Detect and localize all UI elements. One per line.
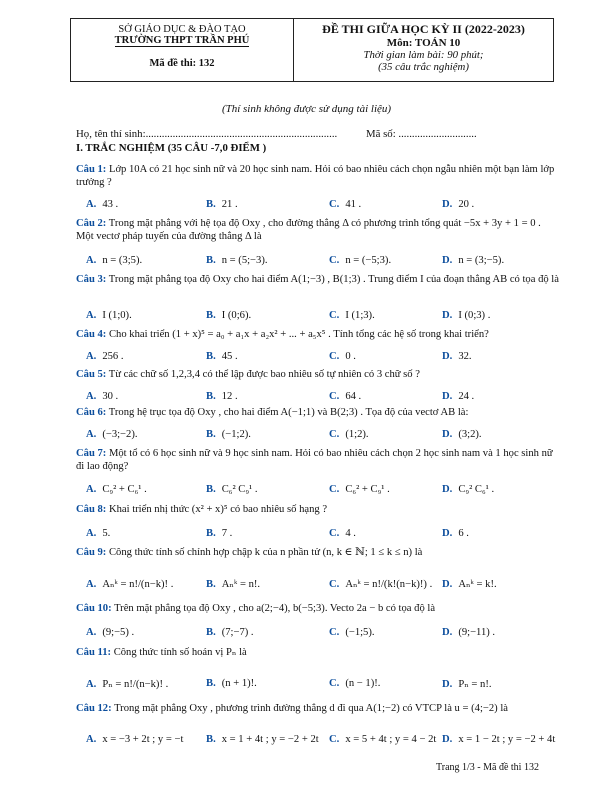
header-right	[294, 19, 553, 81]
option-text: (3;2).	[458, 429, 482, 440]
option-letter: D.	[442, 484, 453, 495]
option-letter: C.	[329, 678, 340, 689]
answer-options	[86, 528, 556, 542]
option-letter: B.	[206, 484, 216, 495]
option-a[interactable]	[86, 678, 168, 690]
option-letter: A.	[86, 255, 97, 266]
option-text: 32.	[458, 351, 472, 362]
answer-options	[86, 734, 556, 748]
option-letter: A.	[86, 528, 97, 539]
option-b[interactable]	[206, 627, 254, 638]
question-4	[76, 328, 560, 341]
option-letter: C.	[329, 429, 340, 440]
answer-options	[86, 484, 556, 498]
option-text: 7 .	[221, 528, 233, 539]
answer-options	[86, 310, 556, 324]
option-d[interactable]	[442, 484, 494, 495]
question-3	[76, 273, 560, 286]
page-footer: Trang 1/3 - Mã đề thi 132	[436, 762, 539, 773]
question-count: (35 câu trắc nghiệm)	[378, 61, 469, 73]
option-text: n = (5;−3).	[221, 255, 268, 266]
option-b[interactable]	[206, 734, 319, 745]
option-text: 5.	[102, 528, 111, 539]
question-text: Công thức tính số chỉnh hợp chập k của n phần tử (n, k ∈ ℕ; 1 ≤ k ≤ n) là	[108, 547, 423, 558]
option-a[interactable]	[86, 734, 183, 745]
option-text: I (1;3).	[345, 310, 375, 321]
question-text: Khai triển nhị thức (x² + x)⁵ có bao nhiêu số hạng ?	[108, 504, 328, 515]
option-d[interactable]	[442, 734, 555, 745]
question-text: Cho khai triển (1 + x)⁵ = a₀ + a₁x + a₂x² + ... + a₅x⁵ . Tính tổng các hệ số trong khai triển?	[108, 329, 489, 340]
option-letter: D.	[442, 679, 453, 690]
option-letter: A.	[86, 429, 97, 440]
question-number: Câu 2:	[76, 218, 107, 229]
option-d[interactable]	[442, 578, 497, 590]
option-b[interactable]	[206, 391, 238, 402]
option-b[interactable]	[206, 351, 238, 362]
option-letter: D.	[442, 627, 453, 638]
option-letter: D.	[442, 391, 453, 402]
option-text: x = 5 + 4t ; y = 4 − 2t	[345, 734, 437, 745]
answer-options	[86, 391, 556, 405]
option-letter: C.	[329, 579, 340, 590]
option-a[interactable]	[86, 484, 147, 495]
option-c[interactable]	[329, 678, 380, 689]
option-b[interactable]	[206, 528, 232, 539]
school-name: TRƯỜNG THPT TRẦN PHÚ	[114, 35, 250, 46]
option-c[interactable]	[329, 310, 375, 321]
question-number: Câu 12:	[76, 703, 112, 714]
option-text: 21 .	[221, 199, 238, 210]
option-letter: C.	[329, 734, 340, 745]
question-text: Một tổ có 6 học sinh nữ và 9 học sinh nam. Hỏi có bao nhiêu cách chọn 2 học sinh nam và 1 học sinh nữ đi lao động?	[76, 448, 553, 472]
option-text: 4 .	[345, 528, 356, 539]
option-letter: D.	[442, 310, 453, 321]
option-a[interactable]	[86, 528, 110, 539]
option-letter: B.	[206, 528, 216, 539]
answer-options	[86, 678, 556, 692]
candidate-id-field: Mã số: .............................	[366, 128, 477, 140]
option-a[interactable]	[86, 391, 118, 402]
option-d[interactable]	[442, 528, 469, 539]
option-letter: B.	[206, 310, 216, 321]
option-d[interactable]	[442, 391, 474, 402]
option-c[interactable]	[329, 578, 432, 590]
option-d[interactable]	[442, 199, 474, 210]
option-letter: A.	[86, 484, 97, 495]
option-letter: C.	[329, 310, 340, 321]
option-text: n = (−5;3).	[345, 255, 392, 266]
question-text: Từ các chữ số 1,2,3,4 có thể lập được bao nhiêu số tự nhiên có 3 chữ số ?	[108, 369, 420, 380]
option-text: 41 .	[345, 199, 362, 210]
question-5	[76, 368, 560, 381]
option-text: x = 1 − 2t ; y = −2 + 4t	[458, 734, 556, 745]
question-7	[76, 447, 560, 473]
option-text: (1;2).	[345, 429, 369, 440]
question-text: Trong mặt phẳng tọa độ Oxy cho hai điểm A(1;−3) , B(1;3) . Trung điểm I của đoạn thẳng AB có tọa độ là	[108, 274, 559, 285]
option-letter: B.	[206, 734, 216, 745]
option-letter: D.	[442, 528, 453, 539]
option-letter: A.	[86, 679, 97, 690]
option-text: (n − 1)!.	[345, 678, 381, 689]
option-text: I (1;0).	[102, 310, 132, 321]
option-text: Pₙ = n!/(n−k)! .	[102, 679, 169, 690]
answer-options	[86, 429, 556, 443]
option-b[interactable]	[206, 429, 251, 440]
answer-options	[86, 351, 556, 365]
option-b[interactable]	[206, 310, 251, 321]
option-text: (−1;5).	[345, 627, 375, 638]
question-8	[76, 503, 560, 516]
question-number: Câu 10:	[76, 603, 112, 614]
option-letter: B.	[206, 199, 216, 210]
question-text: Lớp 10A có 21 học sinh nữ và 20 học sinh nam. Hỏi có bao nhiêu cách chọn ngẫu nhiên một bạn làm lớp trưởng ?	[76, 164, 555, 188]
question-number: Câu 3:	[76, 274, 107, 285]
option-letter: B.	[206, 351, 216, 362]
question-text: Trong mặt phẳng Oxy , phương trình đường thẳng d đi qua A(1;−2) có VTCP là u = (4;−2) là	[114, 703, 508, 714]
option-text: C₉² + C₆¹ .	[102, 484, 147, 495]
option-b[interactable]	[206, 255, 268, 266]
option-a[interactable]	[86, 578, 173, 590]
question-number: Câu 1:	[76, 164, 107, 175]
option-text: 30 .	[102, 391, 119, 402]
option-text: 6 .	[458, 528, 469, 539]
option-text: 20 .	[458, 199, 475, 210]
option-c[interactable]	[329, 351, 356, 362]
option-c[interactable]	[329, 627, 375, 638]
exam-note: (Thí sinh không được sử dụng tài liệu)	[221, 103, 392, 115]
question-9	[76, 546, 560, 559]
question-number: Câu 8:	[76, 504, 107, 515]
option-c[interactable]	[329, 484, 390, 495]
option-text: n = (3;−5).	[458, 255, 505, 266]
school-dept: SỞ GIÁO DỤC & ĐÀO TẠO	[118, 24, 246, 35]
option-letter: C.	[329, 391, 340, 402]
option-text: n = (3;5).	[102, 255, 143, 266]
option-text: 45 .	[221, 351, 238, 362]
option-text: 256 .	[102, 351, 124, 362]
option-letter: A.	[86, 391, 97, 402]
option-letter: B.	[206, 429, 216, 440]
option-text: 0 .	[345, 351, 356, 362]
answer-options	[86, 627, 556, 641]
option-text: 43 .	[102, 199, 119, 210]
question-12	[76, 702, 560, 715]
option-d[interactable]	[442, 255, 504, 266]
option-letter: D.	[442, 199, 453, 210]
option-a[interactable]	[86, 429, 138, 440]
option-letter: A.	[86, 734, 97, 745]
option-b[interactable]	[206, 678, 257, 689]
option-letter: B.	[206, 391, 216, 402]
option-letter: A.	[86, 310, 97, 321]
option-letter: D.	[442, 579, 453, 590]
option-text: I (0;6).	[221, 310, 252, 321]
option-text: C₉² C₆¹ .	[458, 484, 495, 495]
option-c[interactable]	[329, 391, 361, 402]
option-text: C₆² C₉¹ .	[221, 484, 258, 495]
question-number: Câu 5:	[76, 369, 107, 380]
option-text: Aₙᵏ = n!.	[221, 579, 261, 590]
option-text: Aₙᵏ = n!/(n−k)! .	[102, 579, 174, 590]
question-number: Câu 7:	[76, 448, 107, 459]
option-text: 64 .	[345, 391, 362, 402]
option-text: (−3;−2).	[102, 429, 138, 440]
option-c[interactable]	[329, 199, 361, 210]
option-c[interactable]	[329, 255, 391, 266]
option-text: x = 1 + 4t ; y = −2 + 2t	[221, 734, 319, 745]
option-text: C₆² + C₉¹ .	[345, 484, 390, 495]
option-letter: C.	[329, 627, 340, 638]
option-a[interactable]	[86, 627, 134, 638]
option-text: Aₙᵏ = k!.	[458, 579, 497, 590]
section-title: I. TRẮC NGHIỆM (35 CÂU -7,0 ĐIỂM )	[76, 142, 267, 154]
question-number: Câu 11:	[76, 647, 112, 658]
option-c[interactable]	[329, 528, 356, 539]
duration: Thời gian làm bài: 90 phút;	[363, 49, 484, 61]
option-a[interactable]	[86, 199, 118, 210]
option-letter: B.	[206, 579, 216, 590]
option-letter: A.	[86, 351, 97, 362]
option-letter: B.	[206, 678, 216, 689]
candidate-name-field: Họ, tên thí sinh:.......................................................................	[76, 128, 338, 140]
option-text: (−1;2).	[221, 429, 251, 440]
option-text: (n + 1)!.	[221, 678, 257, 689]
answer-options	[86, 578, 556, 592]
question-2	[76, 217, 560, 243]
option-text: (9;−5) .	[102, 627, 135, 638]
question-11	[76, 646, 560, 659]
option-d[interactable]	[442, 627, 495, 638]
question-number: Câu 9:	[76, 547, 107, 558]
question-number: Câu 4:	[76, 329, 107, 340]
option-letter: B.	[206, 627, 216, 638]
option-text: (7;−7) .	[221, 627, 254, 638]
question-text: Công thức tính số hoán vị Pₙ là	[113, 647, 247, 658]
question-10	[76, 602, 560, 615]
option-text: 24 .	[458, 391, 475, 402]
option-letter: D.	[442, 255, 453, 266]
subject: Môn: TOÁN 10	[386, 37, 461, 49]
question-text: Trong hệ trục tọa độ Oxy , cho hai điểm A(−1;1) và B(2;3) . Tọa độ của vectơ AB là:	[108, 407, 469, 418]
option-text: 12 .	[221, 391, 238, 402]
option-letter: A.	[86, 579, 97, 590]
question-6	[76, 406, 560, 419]
question-text: Trong mặt phẳng với hệ tọa độ Oxy , cho đường thẳng Δ có phương trình tổng quát −5x + 3y + 1 = 0 . Một vectơ pháp tuyến của đường thẳng Δ là	[76, 218, 541, 242]
option-d[interactable]	[442, 678, 492, 690]
option-text: I (0;3) .	[458, 310, 491, 321]
option-c[interactable]	[329, 429, 369, 440]
option-text: (9;−11) .	[458, 627, 496, 638]
header-left	[71, 19, 294, 81]
option-b[interactable]	[206, 199, 238, 210]
option-letter: C.	[329, 199, 340, 210]
exam-title: ĐỀ THI GIỮA HỌC KỲ II (2022-2023)	[322, 22, 525, 36]
option-letter: C.	[329, 255, 340, 266]
option-letter: D.	[442, 429, 453, 440]
option-letter: A.	[86, 199, 97, 210]
question-number: Câu 6:	[76, 407, 107, 418]
option-d[interactable]	[442, 310, 490, 321]
option-d[interactable]	[442, 429, 482, 440]
option-a[interactable]	[86, 255, 142, 266]
answer-options	[86, 255, 556, 269]
option-letter: C.	[329, 351, 340, 362]
exam-code: Mã đề thi: 132	[149, 58, 215, 69]
option-b[interactable]	[206, 484, 258, 495]
option-letter: C.	[329, 528, 340, 539]
candidate-line	[76, 128, 477, 140]
option-letter: D.	[442, 351, 453, 362]
option-letter: B.	[206, 255, 216, 266]
option-letter: D.	[442, 734, 453, 745]
exam-header	[70, 18, 554, 82]
question-text: Trên mặt phẳng tọa độ Oxy , cho a(2;−4), b(−5;3). Vecto 2a − b có tọa độ là	[114, 603, 436, 614]
option-text: Aₙᵏ = n!/(k!(n−k)!) .	[345, 579, 433, 590]
option-text: x = −3 + 2t ; y = −t	[102, 734, 184, 745]
option-letter: C.	[329, 484, 340, 495]
option-b[interactable]	[206, 578, 260, 590]
answer-options	[86, 199, 556, 213]
option-letter: A.	[86, 627, 97, 638]
option-a[interactable]	[86, 351, 124, 362]
option-text: Pₙ = n!.	[458, 679, 492, 690]
question-1	[76, 163, 560, 189]
option-d[interactable]	[442, 351, 472, 362]
option-a[interactable]	[86, 310, 132, 321]
option-c[interactable]	[329, 734, 436, 745]
